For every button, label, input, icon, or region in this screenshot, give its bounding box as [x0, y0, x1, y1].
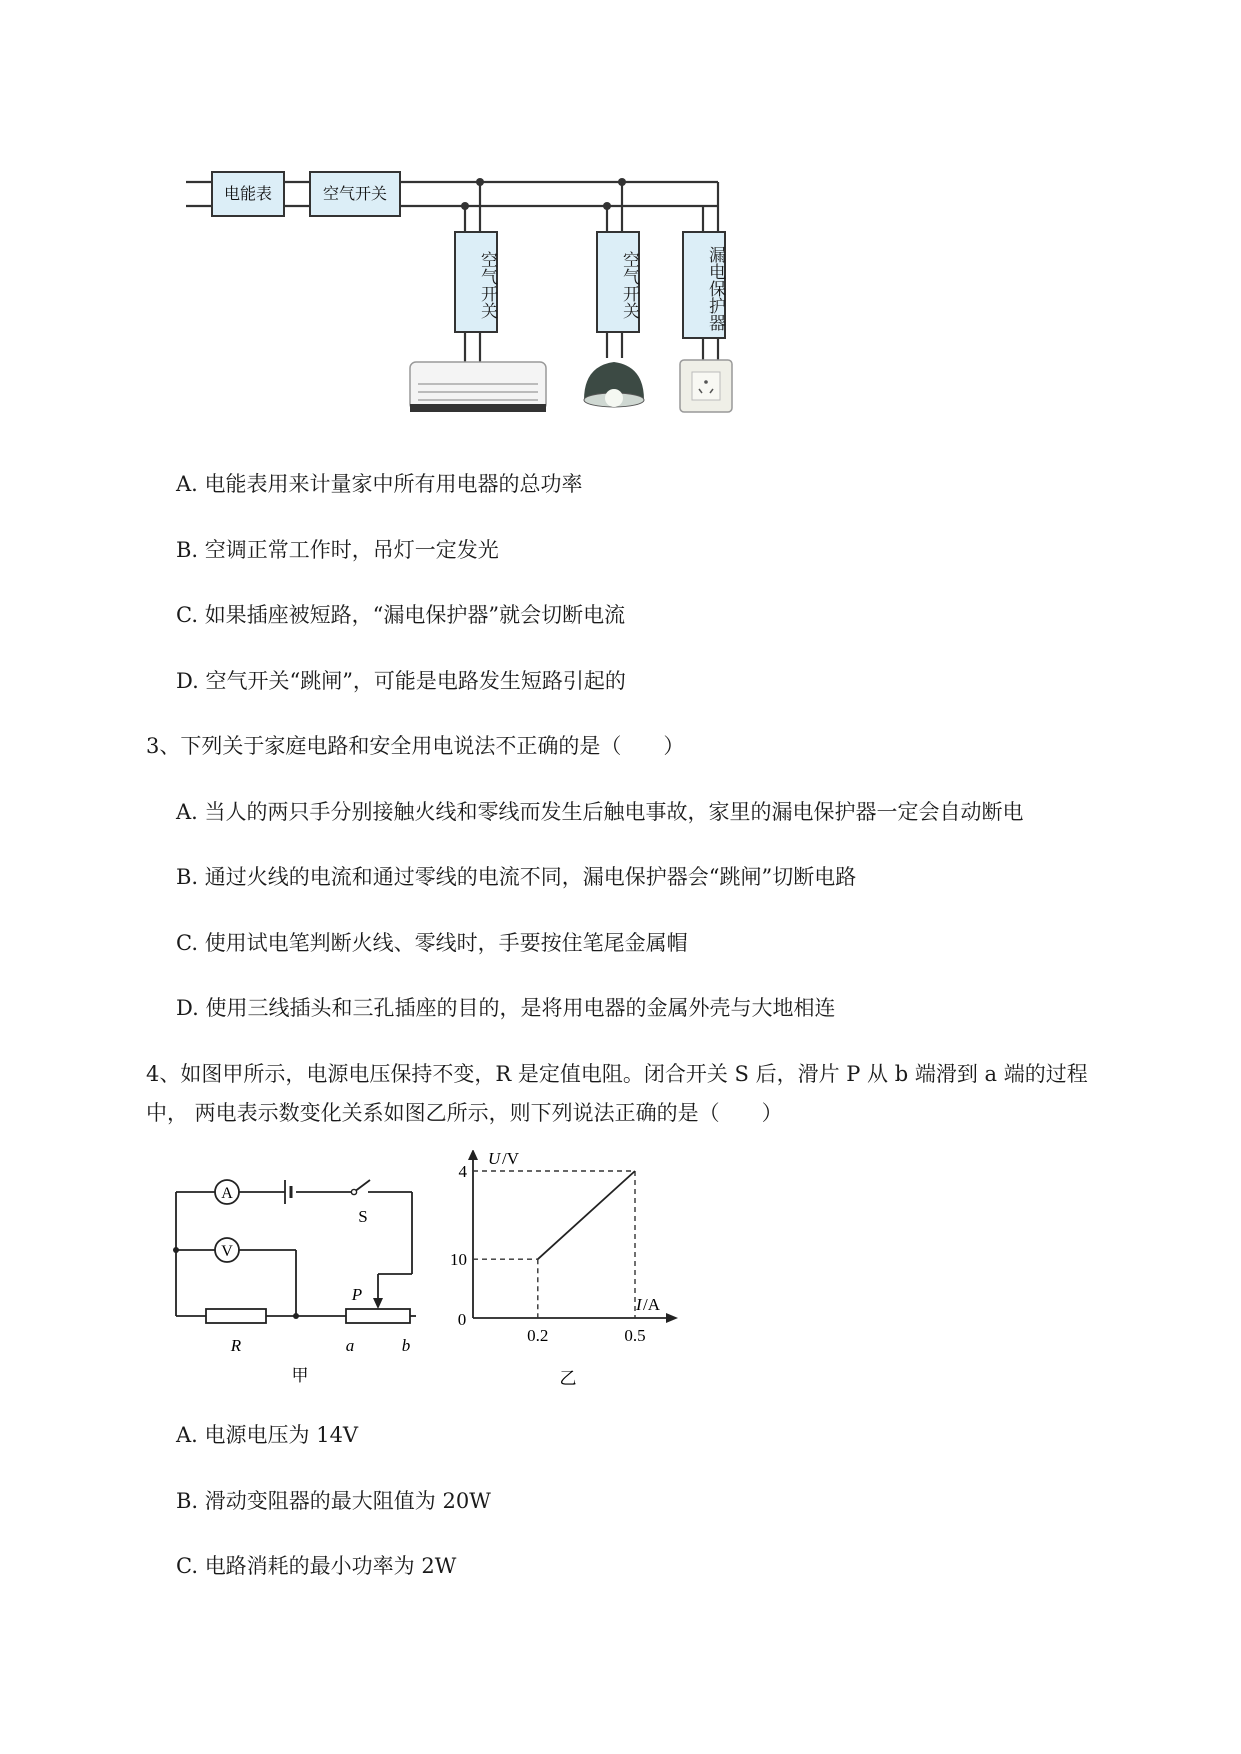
q4-option-a: A. 电源电压为 14V [176, 1423, 359, 1447]
circuit-caption: 甲 [291, 1366, 309, 1386]
wall-socket-icon [680, 360, 732, 412]
branch1-switch-label: 空气开关 [477, 251, 497, 319]
air-conditioner-icon [410, 362, 546, 412]
q2-option-d: D. 空气开关“跳闸”，可能是电路发生短路引起的 [176, 669, 626, 693]
q3-option-a: A. 当人的两只手分别接触火线和零线而发生后触电事故，家里的漏电保护器一定会自动断电 [176, 800, 1024, 824]
origin-label: 0 [457, 1310, 467, 1329]
slider-label: P [351, 1285, 363, 1304]
q4-option-b: B. 滑动变阻器的最大阻值为 20W [176, 1489, 491, 1513]
end-b-label: b [401, 1336, 411, 1355]
ammeter-symbol: A [221, 1185, 233, 1202]
voltmeter-symbol: V [221, 1243, 233, 1260]
energy-meter-label: 电能表 [223, 184, 273, 203]
x-tick-label: 0.2 [527, 1326, 549, 1345]
x-axis-arrow [666, 1313, 678, 1323]
main-air-switch-label: 空气开关 [322, 184, 388, 203]
q3-option-b: B. 通过火线的电流和通过零线的电流不同，漏电保护器会“跳闸”切断电路 [176, 865, 857, 889]
pendant-lamp-icon [584, 362, 644, 407]
q3-stem: 3、下列关于家庭电路和安全用电说法不正确的是（ ） [146, 734, 685, 758]
switch-label: S [358, 1207, 368, 1226]
q2-option-c: C. 如果插座被短路，“漏电保护器”就会切断电流 [176, 603, 626, 627]
leak-protector-label: 漏电保护器 [705, 245, 725, 331]
y-axis-var: U [488, 1150, 501, 1168]
y-axis-unit: /V [502, 1150, 519, 1168]
branch2-switch-label: 空气开关 [619, 251, 639, 319]
graph-yi [440, 1150, 690, 1390]
resistor-label: R [230, 1336, 242, 1355]
x-axis-var: I [636, 1295, 642, 1314]
circuit-diagram-jia [160, 1150, 440, 1390]
end-a-label: a [345, 1336, 355, 1355]
x-tick-label: 0.5 [624, 1326, 646, 1345]
y-tick-label: 10 [450, 1250, 467, 1270]
series-line [538, 1171, 635, 1259]
graph-caption: 乙 [559, 1369, 577, 1389]
x-axis-unit: /A [643, 1295, 660, 1314]
y-tick-label: 4 [458, 1162, 467, 1181]
q3-option-d: D. 使用三线插头和三孔插座的目的，是将用电器的金属外壳与大地相连 [176, 996, 836, 1020]
q2-option-a: A. 电能表用来计量家中所有用电器的总功率 [176, 472, 583, 496]
q4-stem-line2: 中， 两电表示数变化关系如图乙所示，则下列说法正确的是（ ） [146, 1101, 783, 1125]
q3-option-c: C. 使用试电笔判断火线、零线时，手要按住笔尾金属帽 [176, 931, 688, 955]
q4-stem-line1: 4、如图甲所示，电源电压保持不变，R 是定值电阻。闭合开关 S 后，滑片 P 从 b 端滑到 a 端的过程 [146, 1062, 1088, 1086]
q2-option-b: B. 空调正常工作时，吊灯一定发光 [176, 538, 499, 562]
household-wiring-diagram [0, 0, 1241, 440]
y-axis-arrow [468, 1150, 478, 1160]
q4-option-c: C. 电路消耗的最小功率为 2W [176, 1554, 457, 1578]
